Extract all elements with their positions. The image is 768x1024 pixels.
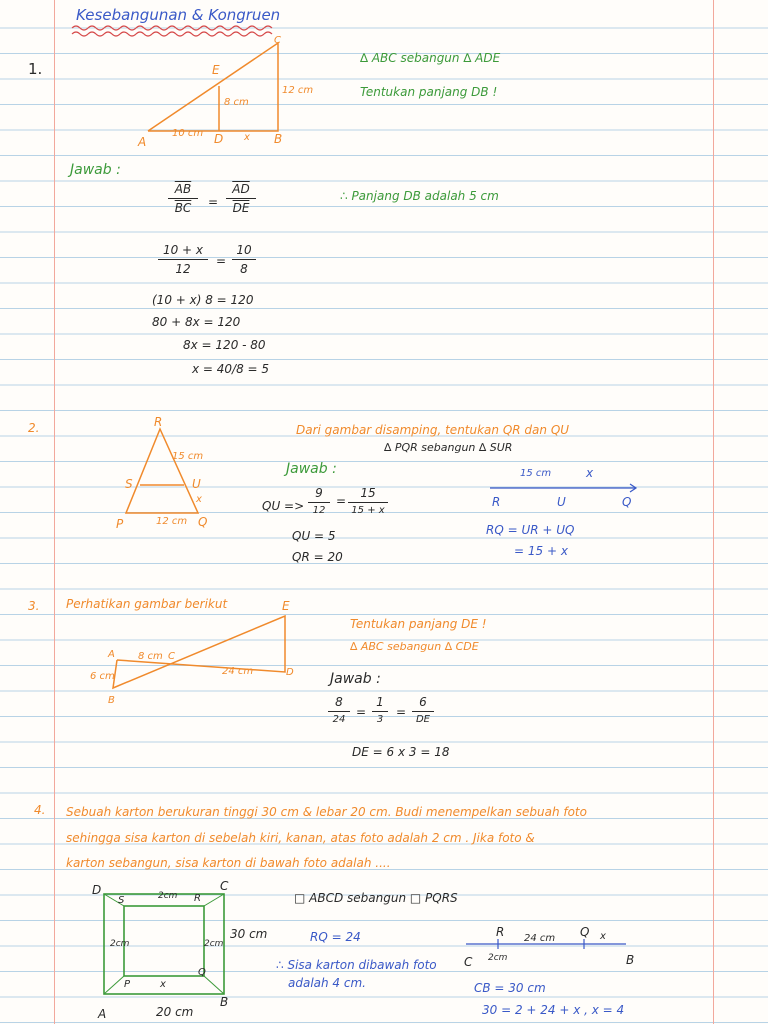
p4-label-A: A [98, 1007, 107, 1021]
p2-label-pq: 12 cm [156, 516, 188, 527]
p2-label-S: S [125, 477, 133, 491]
problem2-jawab: Jawab : [286, 461, 337, 477]
p3-frac2: 1 3 [372, 696, 388, 725]
p4-label-width: 20 cm [156, 1005, 194, 1019]
p1-eq2-right-frac: 10 8 [232, 244, 256, 275]
problem2-number: 2. [28, 421, 40, 435]
p1-label-db: x [244, 132, 250, 143]
p2-label-P: P [116, 517, 124, 531]
p4-label-C: C [220, 879, 229, 893]
problem3-statement1: Tentukan panjang DE ! [350, 617, 487, 631]
problem1-statement2: Tentukan panjang DB ! [360, 85, 498, 99]
p1-step2: 80 + 8x = 120 [152, 315, 241, 329]
problem1-conclusion: ∴ Panjang DB adalah 5 cm [340, 189, 499, 203]
p4-rq: RQ = 24 [310, 930, 361, 944]
p4-label-top: 2cm [158, 891, 178, 901]
p2-result2: QR = 20 [292, 550, 343, 564]
p2-label-ru: 15 cm [172, 451, 204, 462]
p4-label-B: B [220, 995, 229, 1009]
p2-line-r: R [492, 495, 501, 509]
p4-answer1: ∴ Sisa karton dibawah foto [276, 958, 437, 972]
p2-eq-lhs: QU => [262, 499, 305, 513]
p2-line-ru: 15 cm [520, 468, 552, 479]
p4-line-c: C [464, 955, 473, 969]
p3-equals1: = [356, 705, 367, 719]
p1-label-ce: 12 cm [282, 85, 314, 96]
p2-label-U: U [192, 477, 201, 491]
problem1-statement1: ∆ ABC sebangun ∆ ADE [360, 51, 501, 65]
problem4-line3: karton sebangun, sisa karton di bawah foto adalah .... [66, 856, 391, 870]
problem3-triangles-figure [100, 600, 300, 700]
p1-eq2-equals: = [216, 254, 227, 268]
p3-label-ab: 6 cm [90, 671, 115, 682]
p3-equals2: = [396, 705, 407, 719]
p2-equals: = [336, 494, 347, 508]
problem2-statement2: ∆ PQR sebangun ∆ SUR [384, 441, 513, 454]
p4-line-r: R [496, 925, 505, 939]
p4-label-S: S [118, 895, 125, 906]
p4-label-height: 30 cm [230, 927, 268, 941]
p1-label-E: E [212, 63, 220, 77]
p1-label-ad: 10 cm [172, 128, 204, 139]
p1-step3: 8x = 120 - 80 [183, 338, 266, 352]
p1-eq1-equals: = [208, 195, 219, 209]
page-title: Kesebangunan & Kongruen [76, 6, 281, 24]
problem3-statement2: ∆ ABC sebangun ∆ CDE [350, 640, 479, 653]
p1-eq1-right-frac: $\frac{\overline{AD}}{DE}$ [226, 183, 256, 214]
p1-label-D: D [214, 132, 224, 146]
p1-step1: (10 + x) 8 = 120 [152, 293, 254, 307]
p2-rq2: = 15 + x [514, 544, 568, 558]
p1-label-B: B [274, 132, 283, 146]
problem4-statement: □ ABCD sebangun □ PQRS [294, 891, 458, 905]
problem3-heading: Perhatikan gambar berikut [66, 597, 228, 611]
p4-cb: CB = 30 cm [474, 981, 546, 995]
p1-eq1-left-frac: $\frac{\overline{AB}}{BC}$ [168, 183, 198, 214]
p3-frac1: 8 24 [328, 696, 350, 725]
margin-line-left [54, 0, 55, 1024]
p4-line-cr: 2cm [488, 953, 508, 963]
p1-eq2-left-frac: 10 + x 12 [158, 244, 208, 275]
p3-frac3: 6 DE [412, 696, 434, 725]
p1-label-A: A [138, 135, 147, 149]
problem4-number: 4. [34, 803, 46, 817]
p2-frac2: 15 15 + x [348, 487, 388, 516]
p2-label-Q: Q [198, 515, 208, 529]
p4-label-bottom: x [160, 979, 166, 990]
p2-line-u: U [557, 495, 566, 509]
p1-step4: x = 40/8 = 5 [192, 362, 270, 376]
problem1-jawab: Jawab : [70, 162, 121, 178]
p1-label-de: 8 cm [224, 97, 249, 108]
problem2-statement1: Dari gambar disamping, tentukan QR dan QU [296, 423, 570, 437]
problem3-number: 3. [28, 599, 40, 613]
p4-line-q: Q [580, 925, 590, 939]
p4-answer2: adalah 4 cm. [288, 976, 366, 990]
p4-eq: 30 = 2 + 24 + x , x = 4 [482, 1003, 625, 1017]
problem4-line1: Sebuah karton berukuran tinggi 30 cm & lebar 20 cm. Budi menempelkan sebuah foto [66, 805, 587, 819]
p2-result1: QU = 5 [292, 529, 336, 543]
margin-line-right [713, 0, 714, 1024]
p2-frac1: 9 12 [308, 487, 330, 516]
p3-result: DE = 6 x 3 = 18 [352, 745, 450, 759]
problem2-triangle-figure [118, 425, 208, 520]
p4-line-rq: 24 cm [524, 933, 556, 944]
p4-label-P: P [124, 979, 131, 990]
p3-label-ac: 8 cm [138, 651, 163, 662]
p2-line-uq: x [586, 466, 594, 480]
p3-label-cd: 24 cm [222, 666, 254, 677]
p4-line-x: x [600, 931, 606, 942]
p2-rq1: RQ = UR + UQ [486, 523, 575, 537]
p2-label-uq: x [196, 494, 202, 505]
p4-line-b: B [626, 953, 635, 967]
p4-label-right: 2cm [204, 939, 224, 949]
p4-label-R: R [194, 893, 201, 904]
p2-label-R: R [154, 415, 163, 429]
p3-label-D: D [286, 667, 294, 678]
problem4-line2: sehingga sisa karton di sebelah kiri, kanan, atas foto adalah 2 cm . Jika foto & [66, 831, 535, 845]
problem1-number: 1. [28, 60, 43, 78]
p3-label-C: C [168, 651, 175, 662]
p4-label-left: 2cm [110, 939, 130, 949]
p2-line-q: Q [622, 495, 632, 509]
p1-label-C: C [274, 35, 281, 46]
problem3-jawab: Jawab : [330, 671, 381, 687]
p4-label-Q: Q [198, 967, 206, 978]
p4-label-D: D [92, 883, 102, 897]
p3-label-B: B [108, 695, 115, 706]
p3-label-A: A [108, 649, 115, 660]
p3-label-E: E [282, 599, 290, 613]
